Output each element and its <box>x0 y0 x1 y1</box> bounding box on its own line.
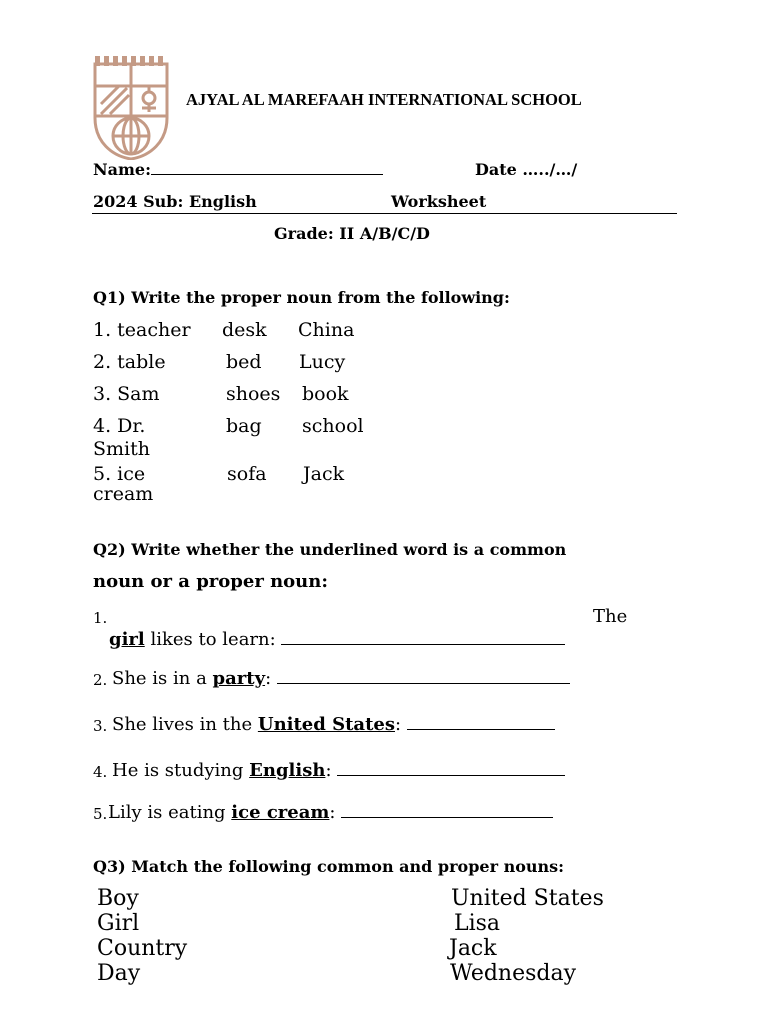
grade-label: Grade: II A/B/C/D <box>274 224 430 243</box>
q2-item-3-number: 3. <box>93 717 108 735</box>
q2-item-1-pre: The <box>593 606 628 627</box>
q3-left-3: Country <box>97 936 188 961</box>
q2-item-1-answer-blank[interactable] <box>281 643 565 645</box>
q2-item-4-word: English <box>249 760 326 781</box>
q2-item-5-pre: Lily is eating <box>108 802 232 823</box>
q2-item-5-word: ice cream <box>231 802 330 823</box>
q1-row-5-a: 5. ice <box>93 463 146 485</box>
q1-row-2-a: 2. table <box>93 351 166 373</box>
q1-title: Q1) Write the proper noun from the following: <box>93 288 510 307</box>
q2-item-2-post: : <box>265 668 272 689</box>
q3-right-1: United States <box>451 886 604 911</box>
worksheet-label: Worksheet <box>391 192 487 211</box>
q1-row-2-b: bed <box>226 351 262 373</box>
q3-title: Q3) Match the following common and proper nouns: <box>93 857 565 876</box>
name-blank <box>151 173 383 175</box>
header-divider <box>92 213 677 214</box>
q1-row-4-a: 4. Dr. <box>93 415 146 437</box>
q3-right-2: Lisa <box>454 911 501 936</box>
q2-item-3 <box>112 714 555 735</box>
q1-row-4-c: school <box>302 415 364 437</box>
school-name: AJYAL AL MAREFAAH INTERNATIONAL SCHOOL <box>186 90 582 109</box>
q2-item-5-post: : <box>329 802 336 823</box>
q3-left-2: Girl <box>97 911 140 936</box>
q2-item-3-word: United States <box>257 714 395 735</box>
q2-item-4-number: 4. <box>93 763 108 781</box>
q1-row-4-b: bag <box>226 415 262 437</box>
q3-left-4: Day <box>97 961 141 986</box>
q1-row-1-a: 1. teacher <box>93 319 191 341</box>
q2-item-3-answer-blank[interactable] <box>407 728 555 730</box>
q2-item-1 <box>109 629 565 650</box>
q2-item-2-word: party <box>212 668 266 689</box>
q1-row-1-b: desk <box>222 319 267 341</box>
q2-item-5 <box>108 802 553 823</box>
q2-item-3-post: : <box>395 714 402 735</box>
q2-item-1-word: girl <box>109 629 145 650</box>
q2-item-2 <box>112 668 570 689</box>
q3-right-4: Wednesday <box>450 961 577 986</box>
q2-title-line-2: noun or a proper noun: <box>93 571 328 592</box>
q3-right-3: Jack <box>449 936 497 961</box>
q2-item-4 <box>112 760 565 781</box>
q1-row-4-a2: Smith <box>93 438 150 460</box>
q2-item-1-number: 1. <box>93 609 108 627</box>
name-label: Name: <box>93 160 152 179</box>
q3-left-1: Boy <box>97 886 139 911</box>
q2-item-5-answer-blank[interactable] <box>341 816 553 818</box>
q2-item-5-number: 5. <box>93 805 108 823</box>
q2-item-2-answer-blank[interactable] <box>277 682 570 684</box>
q2-item-2-pre: She is in a <box>112 668 213 689</box>
q1-row-3-c: book <box>302 383 349 405</box>
q1-row-2-c: Lucy <box>299 351 346 373</box>
q1-row-5-a2: cream <box>93 483 154 505</box>
q1-row-5-b: sofa <box>227 463 267 485</box>
school-logo <box>92 56 170 160</box>
q2-item-1-post: likes to learn: <box>144 629 276 650</box>
q1-row-3-a: 3. Sam <box>93 383 160 405</box>
q2-item-4-post: : <box>325 760 332 781</box>
year-subject: 2024 Sub: English <box>93 192 257 211</box>
name-field <box>93 160 383 179</box>
q1-row-5-c: Jack <box>303 463 345 485</box>
q2-item-3-pre: She lives in the <box>112 714 258 735</box>
q2-item-4-answer-blank[interactable] <box>337 774 565 776</box>
date-label: Date …../…/ <box>475 160 578 179</box>
q2-item-2-number: 2. <box>93 671 108 689</box>
q2-title-line-1: Q2) Write whether the underlined word is a common <box>93 540 567 559</box>
q1-row-3-b: shoes <box>226 383 281 405</box>
q1-row-1-c: China <box>298 319 355 341</box>
q2-item-4-pre: He is studying <box>112 760 250 781</box>
